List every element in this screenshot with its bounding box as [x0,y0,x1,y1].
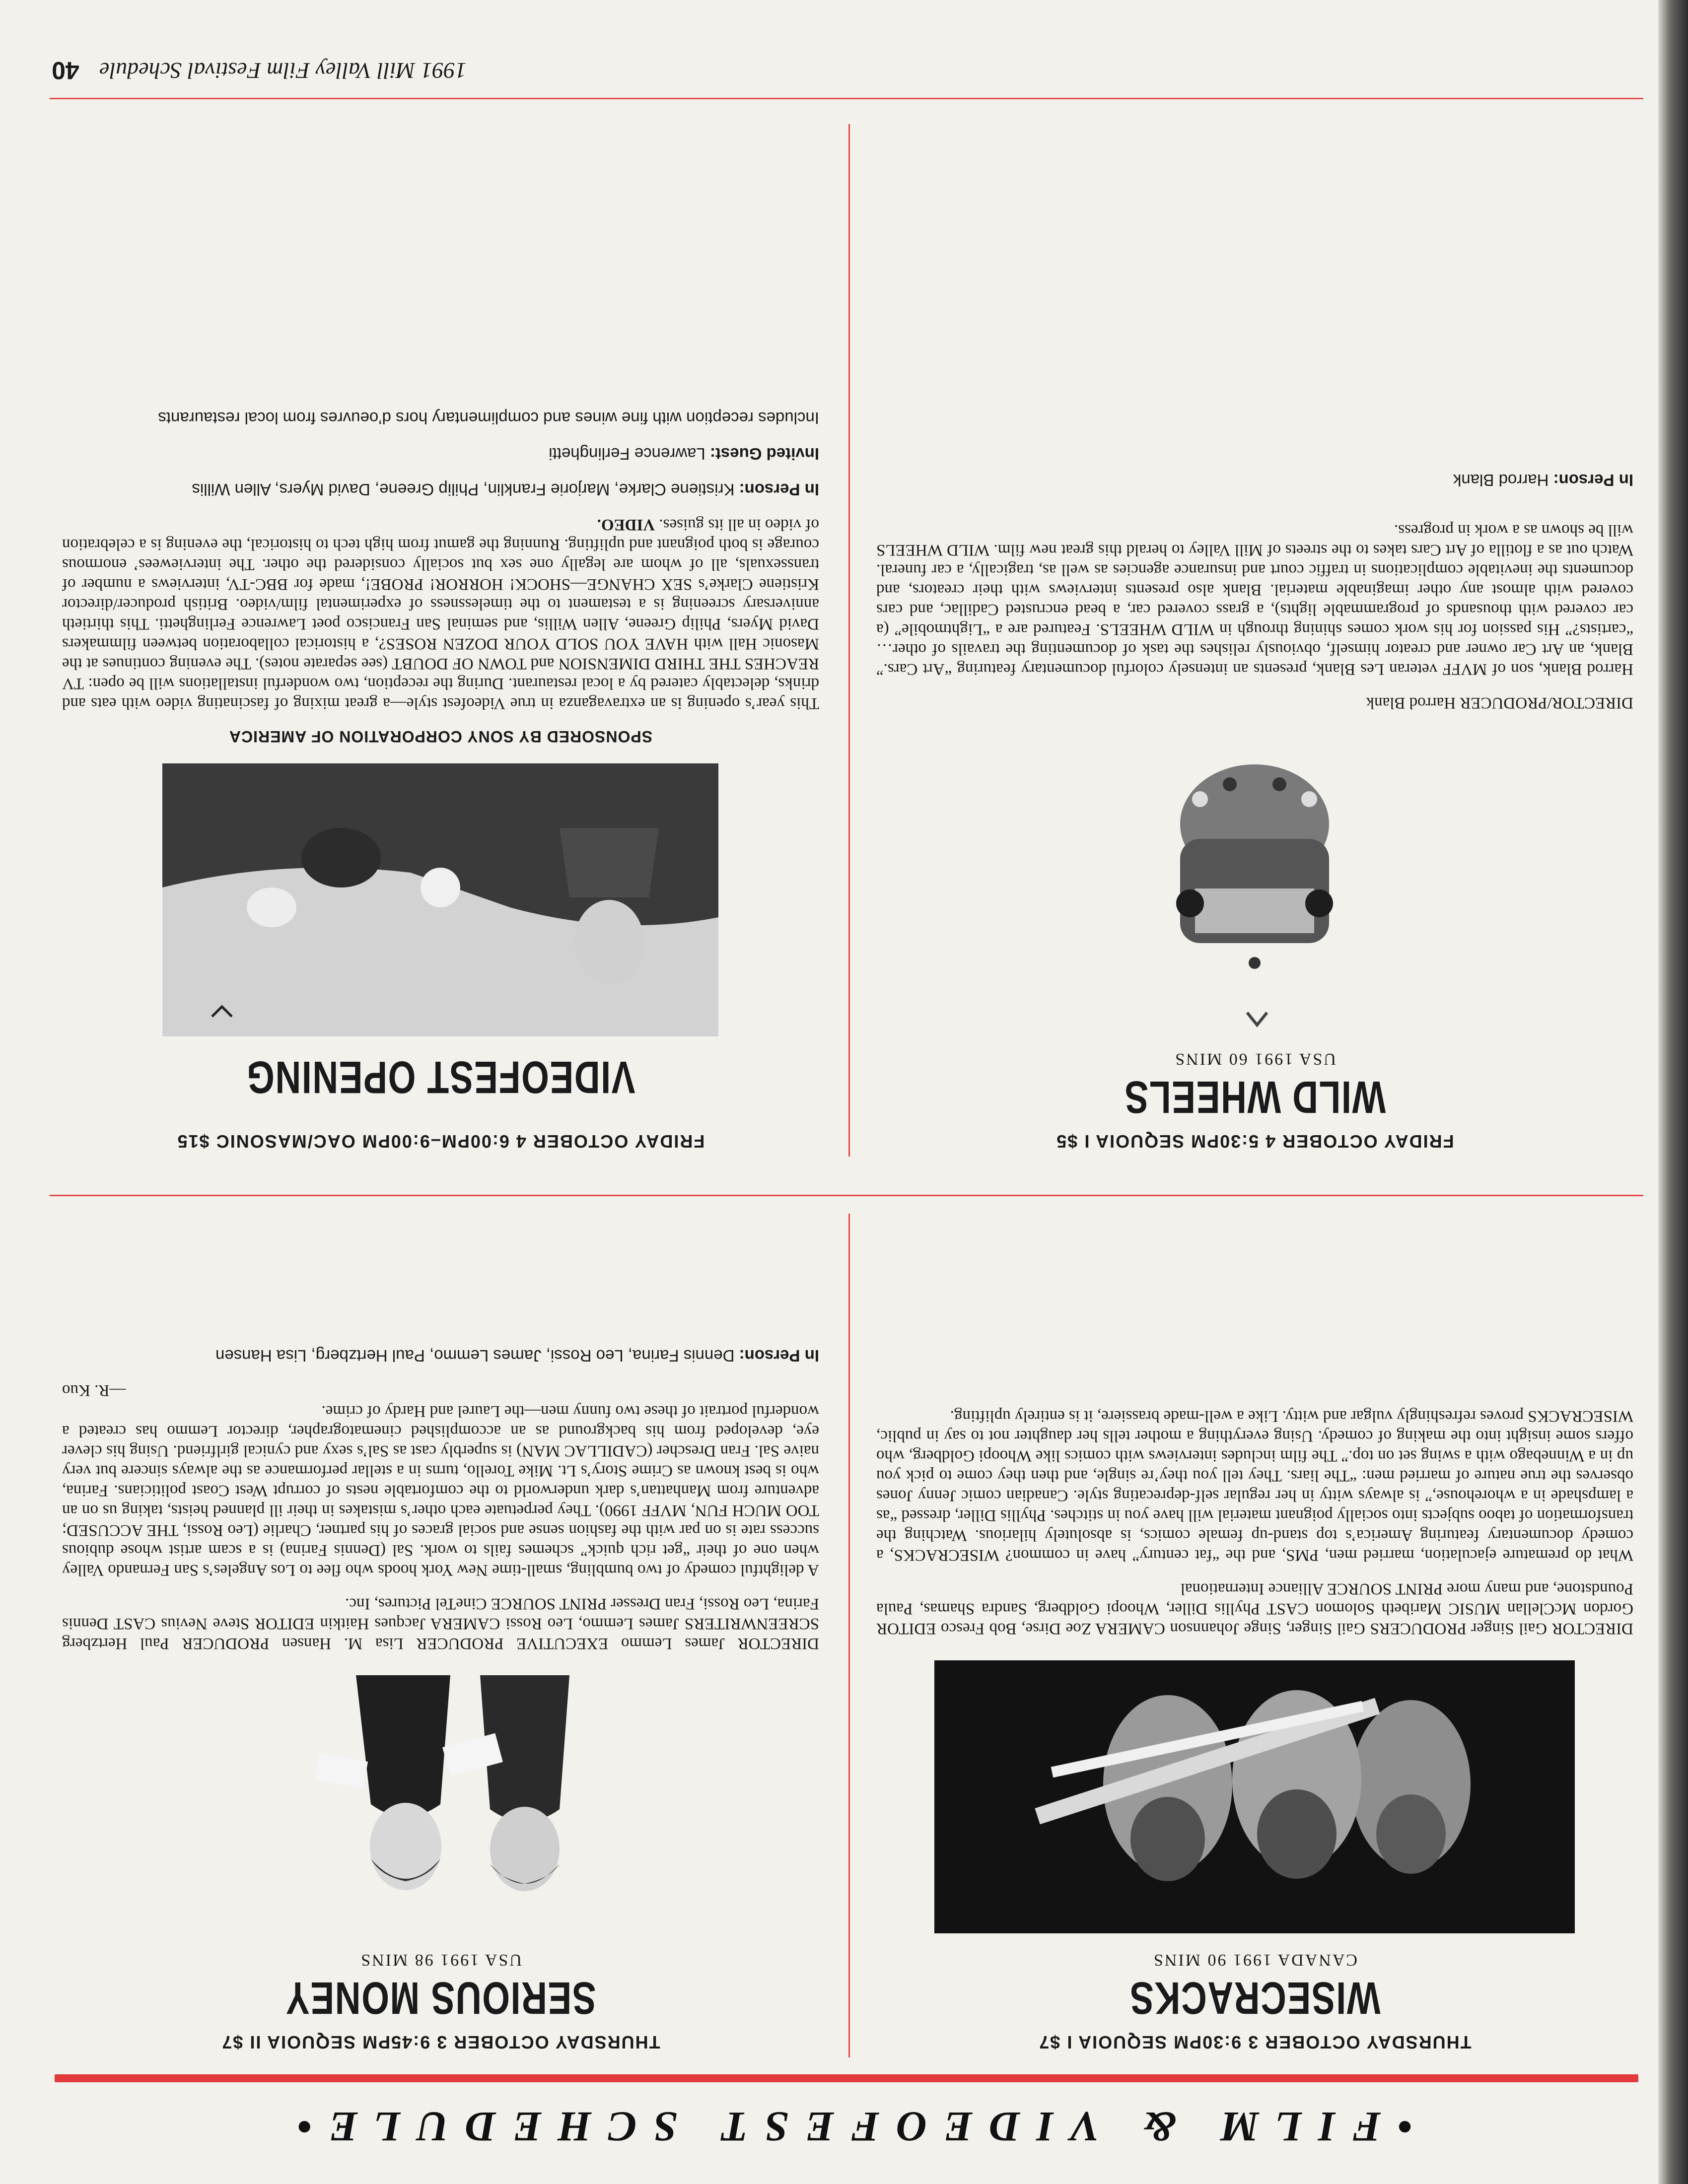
listing-wild-wheels [876,283,1633,1157]
column-divider-top [848,1214,850,2057]
invited-guest-name: Lawrence Ferlinghetti [549,445,705,463]
footer-title: 1991 Mill Valley Film Festival Schedule [99,58,467,83]
film-title: VIDEOFEST OPENING [246,1052,635,1102]
in-person-guests [62,1345,819,1366]
film-title: SERIOUS MONEY [285,1973,596,2023]
page-number: 40 [52,57,79,84]
videofest-still [163,763,719,1036]
event-description [62,515,819,713]
wisecracks-still [935,1660,1575,1933]
film-credits: DIRECTOR Gail Singer PRODUCERS Gail Singer, Singe Johannson CAMERA Zoe Dirse, Bob Fresco EDITOR Gordon McClellan MUSIC Maribeth Solomon CAST Phyllis Diller, Whoopi Goldberg, Sandra Shamas, Paula Poundstone, and many more PRINT SOURCE Alliance International [876,1580,1633,1638]
masthead-title: •FILM & VIDEOFEST SCHEDULE• [280,2103,1413,2151]
column-divider-bottom [848,124,850,1157]
film-description: What do premature ejaculation, married men, PMS, and the “fat century” have in common? WISECRACKS, a comedy documentary featuring America’s top stand-up female comics, is absolutely hilarious. Watching the transformation of taboo subjects into socially poignant material will have you in stitches. Phyllis Diller, dressed “as a lampshade in a whorehouse,” is always witty in her regular self-deprecating style. Canadian comic Jenny Jones observes the true nature of married men: “The liars. They tell you they’re single, and then they come to pick you up in a Winnebago with a swing set on top.” The film includes interviews with comics like Whoopi Goldberg, who offers some insight into the making of comedy. Using everything a mother tells her daughter not to say in public, WISECRACKS proves refreshingly vulgar and witty. Like a well-made brassiere, it is entirely uplifting. [876,1407,1633,1564]
film-meta: CANADA 1991 90 MINS [1152,1951,1358,1969]
reception-note: Includes reception with fine wines and complimentary hors d’oeuvres from local restaurants [158,409,819,427]
listing-serious-money [62,1184,819,2057]
in-person-label: In Person: [1553,471,1633,489]
film-meta: USA 1991 98 MINS [359,1951,522,1969]
invited-guest-label: Invited Guest: [709,445,819,463]
masthead-rule [55,2074,1638,2082]
in-person-label: In Person: [739,1347,819,1365]
film-credits: DIRECTOR James Lemmo EXECUTIVE PRODUCER Lisa M. Hansen PRODUCER Paul Hertzberg SCREENWRITERS James Lemmo, Leo Rossi CAMERA Jacques Haitkin EDITOR Steve Nevius CAST Dennis Farina, Leo Rossi, Fran Dresser PRINT SOURCE CineTel Pictures, Inc. [62,1595,819,1652]
film-description: Harrod Blank, son of MVFF veteran Les Blank, presents an intensely colorful documentary featuring “Art Cars.” Blank, an Art Car owner and creator himself, obviously relishes the task of documenting the travails of other… “cartists?” His passion for his work comes shining through in WILD WHEELS. Featured are a “Lightmobile” (a car covered with thousands of programmable lights), a grass covered car, a bead encrusted Cadillac, and cars covered with almost any other imaginable material. Blank also presents interviews with their creators, and documents the inevitable complications in traffic court and insurance agencies as well as, tragically, a car funeral. Watch out as a flotilla of Art Cars takes to the streets of Mill Valley to herald this great new film. WILD WHEELS will be shown as a work in progress. [876,521,1633,678]
film-still-photo [1081,735,1429,1032]
in-person-names: Harrod Blank [1453,471,1549,489]
film-title: WILD WHEELS [1124,1072,1386,1122]
in-person-label: In Person: [739,480,819,499]
film-still-photo [935,1660,1575,1933]
event-description-body: This year’s opening is an extravaganza in true Videofest style—a great mixing of fascinating video with eats and drinks, delectably catered by a local restaurant. During the reception, two wonderful installations will be open: TV REACHES THE THIRD DIMENSION and TOWN OF DOUBT (see separate notes). The evening continues at the Masonic Hall with HAVE YOU SOLD YOUR DOZEN ROSES?, a historical collaboration between filmmakers David Myers, Philip Greene, Allen Willis, and seminal San Francisco poet Lawrence Ferlinghetti. This thirtieth anniversary screening is a testament to the timelessness of experimental film/video. British producer/director Kristiene Clarke’s SEX CHANGE—SHOCK! HORROR! PROBE!, made for BBC-TV, interviews a number of transsexuals, all of whom are legally one sex but socially considered the other. The interviewees’ enormous courage is both poignant and uplifting. Running the gamut from high tech to historical, the evening is a celebration of video in all its guises. [62,516,819,712]
screening-info: FRIDAY OCTOBER 4 5:30PM SEQUOIA I $5 [1055,1131,1454,1152]
listing-videofest-opening [62,283,819,1157]
listing-wisecracks [876,1184,1633,2057]
film-still-photo [163,763,719,1036]
in-person-guests [876,470,1633,490]
film-description: A delightful comedy of two bumbling, small-time New York hoods who flee to Los Angeles’s San Fernando Valley when one of their “get rich quick” schemes fails to work. Sal (Dennis Farina) is a scam artist whose dubious success rate is on par with the fashion sense and social graces of his partner, Charlie (Leo Rossi, THE ACCUSED; TOO MUCH FUN, MVFF 1990). They perpetuate each other’s mistakes in their ill planned heists, taking us on an adventure from Manhattan’s dark underworld to the comfortable nests of corrupt West Coast politicians. Farina, who is best known as Crime Story’s Lt. Mike Torello, turns in a stellar performance as the always sincere but very naive Sal. Fran Drescher (CADILLAC MAN) is superbly cast as Sal’s sexy and cynical girlfriend. Using his clever eye, developed from his background as an accomplished cinematographer, director Lemmo has created a wonderful portrait of these two funny men—the Laurel and Hardy of crime. [62,1402,819,1579]
film-meta: USA 1991 60 MINS [1174,1050,1336,1068]
film-title: WISECRACKS [1129,1973,1381,2023]
sponsor-line: SPONSORED BY SONY CORPORATION OF AMERICA [228,728,653,746]
page-footer [50,51,1643,90]
binding-edge [1658,0,1688,2184]
wild-wheels-still [1081,735,1429,1032]
reviewer-signature: —R. Kuo [62,1381,126,1399]
screening-info: FRIDAY OCTOBER 4 6:00PM–9:00PM OAC/MASONIC $15 [176,1131,705,1152]
video-tag: VIDEO. [597,516,655,534]
screening-info: THURSDAY OCTOBER 3 9:30PM SEQUOIA I $7 [1038,2032,1472,2052]
in-person-names: Dennis Farina, Leo Rossi, James Lemmo, Paul Hertzberg, Lisa Hansen [215,1347,735,1365]
in-person-guests [62,479,819,500]
screening-info: THURSDAY OCTOBER 3 9:45PM SEQUOIA II $7 [221,2032,660,2052]
film-credits: DIRECTOR/PRODUCER Harrod Blank [1366,694,1633,712]
film-still-photo [282,1675,600,1933]
serious-money-still [282,1675,600,1933]
in-person-names: Kristiene Clarke, Marjorie Franklin, Philip Greene, David Myers, Allen Willis [192,480,735,499]
footer-rule [50,98,1643,99]
invited-guest [62,443,819,464]
